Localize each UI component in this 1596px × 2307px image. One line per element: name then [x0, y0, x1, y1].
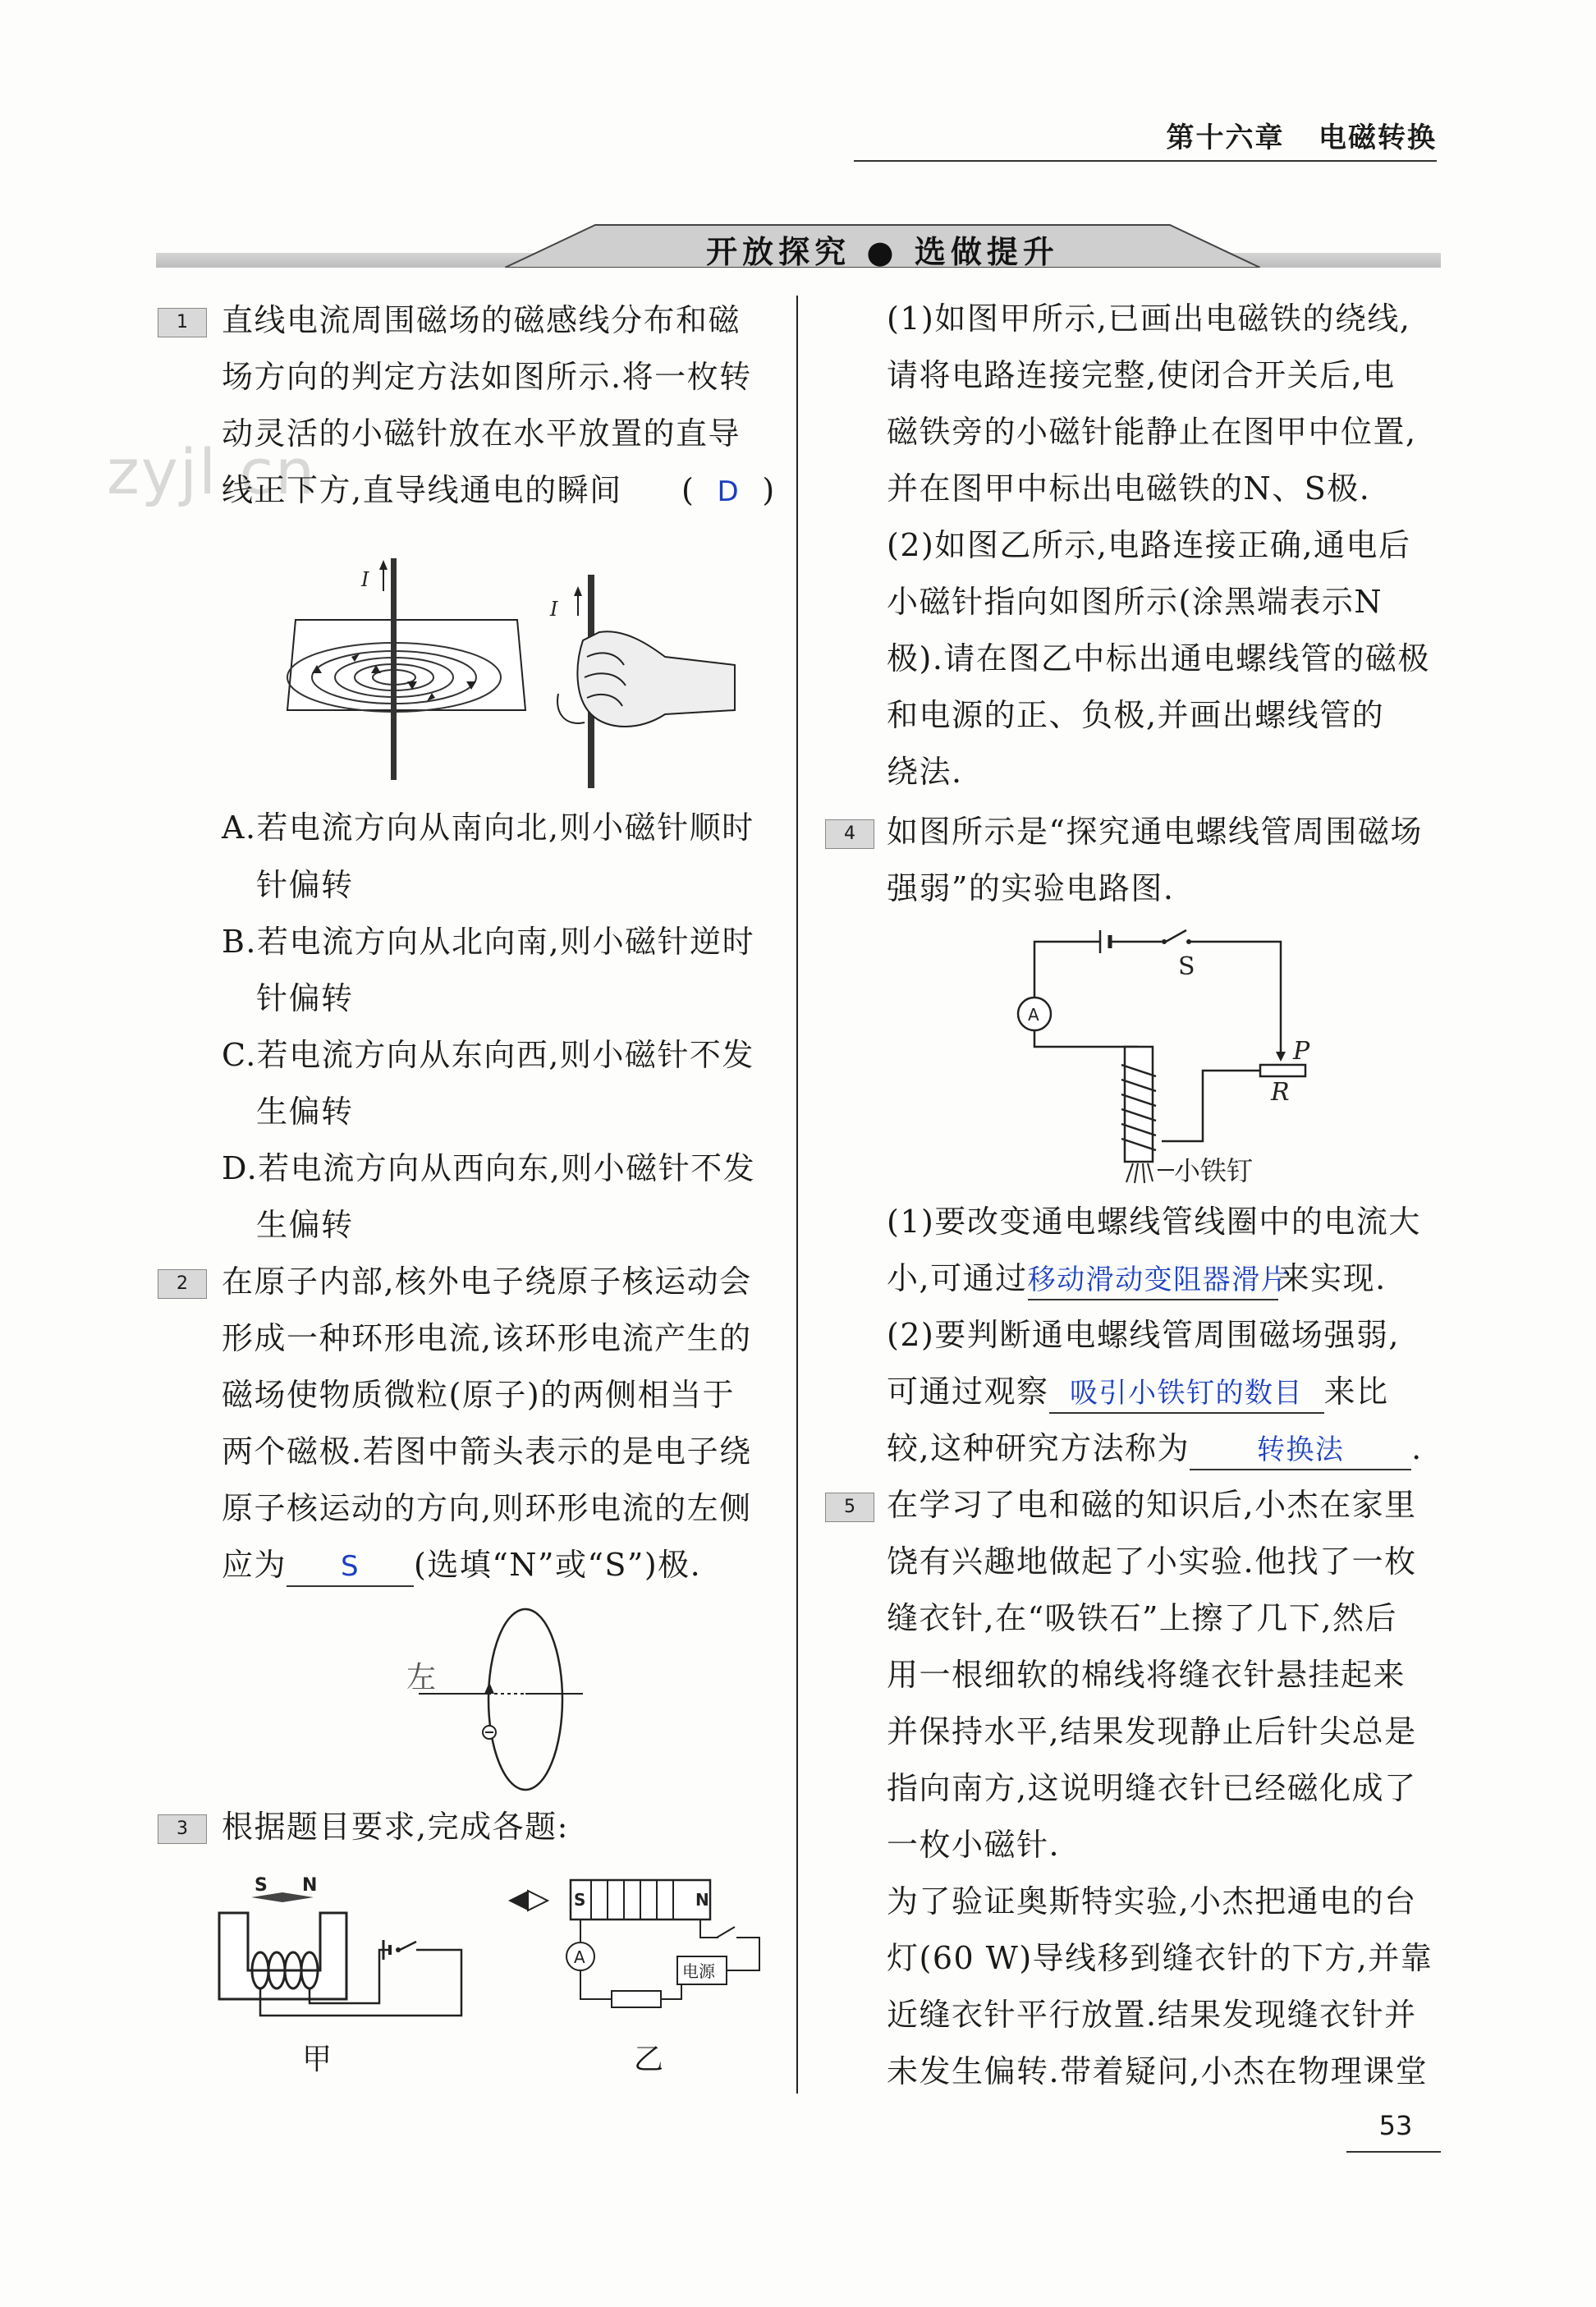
q1-option-c: C.若电流方向从东向西,则小磁针不发	[222, 1037, 754, 1073]
q4-sub2-blank-2	[1190, 1429, 1411, 1470]
q4-sub1-answer: 移动滑动变阻器滑片	[1027, 1264, 1291, 1296]
q1-line: 场方向的判定方法如图所示.将一枚转	[222, 359, 752, 395]
q2-line: 在原子内部,核外电子绕原子核运动会	[222, 1264, 752, 1300]
q3-jia-needle-s: S	[255, 1875, 268, 1896]
q5-para2-line: 近缝衣针平行放置.结果发现缝衣针并	[887, 1997, 1417, 2033]
q2-blank	[287, 1546, 414, 1587]
q3-sub2-line: (2)如图乙所示,电路连接正确,通电后	[887, 527, 1411, 563]
q1-answer: D	[717, 475, 741, 508]
q5-para2-line: 灯(60 W)导线移到缝衣针的下方,并靠	[887, 1940, 1433, 1976]
q5-line: 饶有兴趣地做起了小实验.他找了一枚	[887, 1543, 1417, 1580]
q3-figure-jia	[215, 1868, 486, 2032]
q1-option-c-cont: 生偏转	[256, 1094, 354, 1130]
q1-option-d: D.若电流方向从西向东,则小磁针不发	[222, 1150, 756, 1186]
q5-para2-line: 未发生偏转.带着疑问,小杰在物理课堂	[887, 2053, 1429, 2089]
q2-line: 原子核运动的方向,则环形电流的左侧	[222, 1490, 752, 1526]
q4-sub1-answer-line: 小,可通过移动滑动变阻器滑片来实现.	[887, 1259, 1387, 1300]
q5-line: 在学习了电和磁的知识后,小杰在家里	[887, 1487, 1417, 1523]
q3-yi-meter: A	[574, 1947, 585, 1967]
q5-line: 用一根细软的棉线将缝衣针悬挂起来	[887, 1657, 1406, 1693]
q5-line: 指向南方,这说明缝衣针已经磁化成了	[887, 1770, 1417, 1806]
page-number: 53	[1378, 2110, 1413, 2141]
q5-line: 缝衣针,在“吸铁石”上擦了几下,然后	[887, 1600, 1398, 1636]
q4-sub2-answer-line: 可通过观察 吸引小铁钉的数目 来比	[887, 1373, 1389, 1414]
q4-fig-switch: S	[1178, 952, 1195, 981]
q2-figure	[402, 1605, 599, 1794]
q3-jia-needle-n: N	[302, 1875, 318, 1896]
question-number-4: 4	[825, 819, 874, 849]
q1-option-d-cont: 生偏转	[256, 1207, 354, 1243]
section-banner	[156, 222, 1441, 273]
q4-fig-nails: 小铁钉	[1174, 1155, 1254, 1186]
question-number-1: 1	[158, 308, 207, 337]
q3-sub2-line: 绕法.	[887, 754, 963, 790]
banner-dot-icon: ●	[866, 234, 899, 270]
q3-sub2-line: 极).请在图乙中标出通电螺线管的磁极	[887, 640, 1430, 677]
q4-line: 如图所示是“探究通电螺线管周围磁场	[887, 814, 1423, 850]
q1-fig-current-label-2: I	[550, 598, 558, 621]
q4-sub2-answer2-line: 较,这种研究方法称为 转换法 .	[887, 1429, 1423, 1470]
q1-option-a: A.若电流方向从南向北,则小磁针顺时	[222, 810, 754, 846]
chapter-title: 电磁转换	[1319, 122, 1437, 154]
q2-fig-left-label: 左	[406, 1661, 437, 1695]
q4-sub1-line1: (1)要改变通电螺线管线圈中的电流大	[887, 1204, 1421, 1240]
chapter-number: 第十六章	[1166, 122, 1285, 154]
watermark: zyjl.cn	[107, 435, 317, 508]
q4-fig-slider: P	[1293, 1037, 1310, 1066]
q4-line: 强弱”的实验电路图.	[887, 870, 1175, 906]
q4-fig-meter: A	[1028, 1005, 1039, 1025]
q3-jia-caption: 甲	[302, 2043, 332, 2076]
q3-yi-caption: 乙	[634, 2043, 664, 2076]
q3-sub1-line: 磁铁旁的小磁针能静止在图甲中位置,	[887, 414, 1417, 450]
q2-line: 两个磁极.若图中箭头表示的是电子绕	[222, 1433, 752, 1470]
q2-answer-line: 应为 S (选填“N”或“S”)极.	[222, 1546, 701, 1587]
q3-sub1-line: 并在图甲中标出电磁铁的N、S极.	[887, 470, 1371, 507]
banner-left-text: 开放探究	[706, 234, 851, 270]
q4-sub2-answer: 吸引小铁钉的数目	[1070, 1377, 1304, 1410]
q1-option-a-cont: 针偏转	[256, 867, 354, 903]
q2-line: 磁场使物质微粒(原子)的两侧相当于	[222, 1377, 736, 1413]
q3-sub2-line: 和电源的正、负极,并画出螺线管的	[887, 697, 1385, 733]
q1-line: 直线电流周围磁场的磁感线分布和磁	[222, 302, 741, 338]
question-number-2: 2	[158, 1269, 207, 1299]
running-header	[854, 115, 1437, 164]
q3-text: 根据题目要求,完成各题:	[222, 1809, 569, 1845]
header-rule	[854, 160, 1437, 162]
q1-option-b-cont: 针偏转	[256, 980, 354, 1016]
q3-sub1-line: 请将电路连接完整,使闭合开关后,电	[887, 357, 1396, 393]
q2-line: 形成一种环形电流,该环形电流产生的	[222, 1320, 752, 1356]
q1-figure	[279, 542, 739, 788]
q5-para2-line: 为了验证奥斯特实验,小杰把通电的台	[887, 1883, 1417, 1919]
column-divider	[796, 296, 798, 2094]
q4-sub2-line1: (2)要判断通电螺线管周围磁场强弱,	[887, 1317, 1400, 1353]
q5-line: 一枚小磁针.	[887, 1827, 1061, 1863]
q4-fig-resistor: R	[1271, 1078, 1290, 1107]
q4-circuit-figure	[1010, 924, 1379, 1186]
q1-answer-bracket: ( D )	[681, 472, 776, 508]
banner-right-text: 选做提升	[914, 234, 1059, 270]
q1-fig-current-label: I	[361, 568, 369, 591]
q3-yi-source: 电源	[682, 1961, 715, 1981]
q1-line: 线正下方,直导线通电的瞬间	[222, 472, 622, 508]
page-number-rule	[1346, 2151, 1441, 2153]
q1-line: 动灵活的小磁针放在水平放置的直导	[222, 415, 741, 452]
question-number-5: 5	[825, 1493, 874, 1522]
q3-sub1-line: (1)如图甲所示,已画出电磁铁的绕线,	[887, 300, 1411, 337]
q5-line: 并保持水平,结果发现静止后针尖总是	[887, 1713, 1417, 1750]
q3-yi-right-pole: N	[695, 1890, 709, 1910]
q2-answer: S	[340, 1550, 360, 1583]
q3-sub2-line: 小磁针指向如图所示(涂黑端表示N	[887, 584, 1383, 620]
q3-figure-yi	[505, 1868, 784, 2032]
q1-option-b: B.若电流方向从北向南,则小磁针逆时	[222, 924, 755, 960]
q4-sub2-answer-2: 转换法	[1256, 1433, 1345, 1466]
question-number-3: 3	[158, 1814, 207, 1844]
q4-sub1-blank	[1027, 1259, 1291, 1300]
q4-sub2-blank	[1049, 1373, 1324, 1414]
q3-yi-left-pole: S	[574, 1890, 586, 1910]
